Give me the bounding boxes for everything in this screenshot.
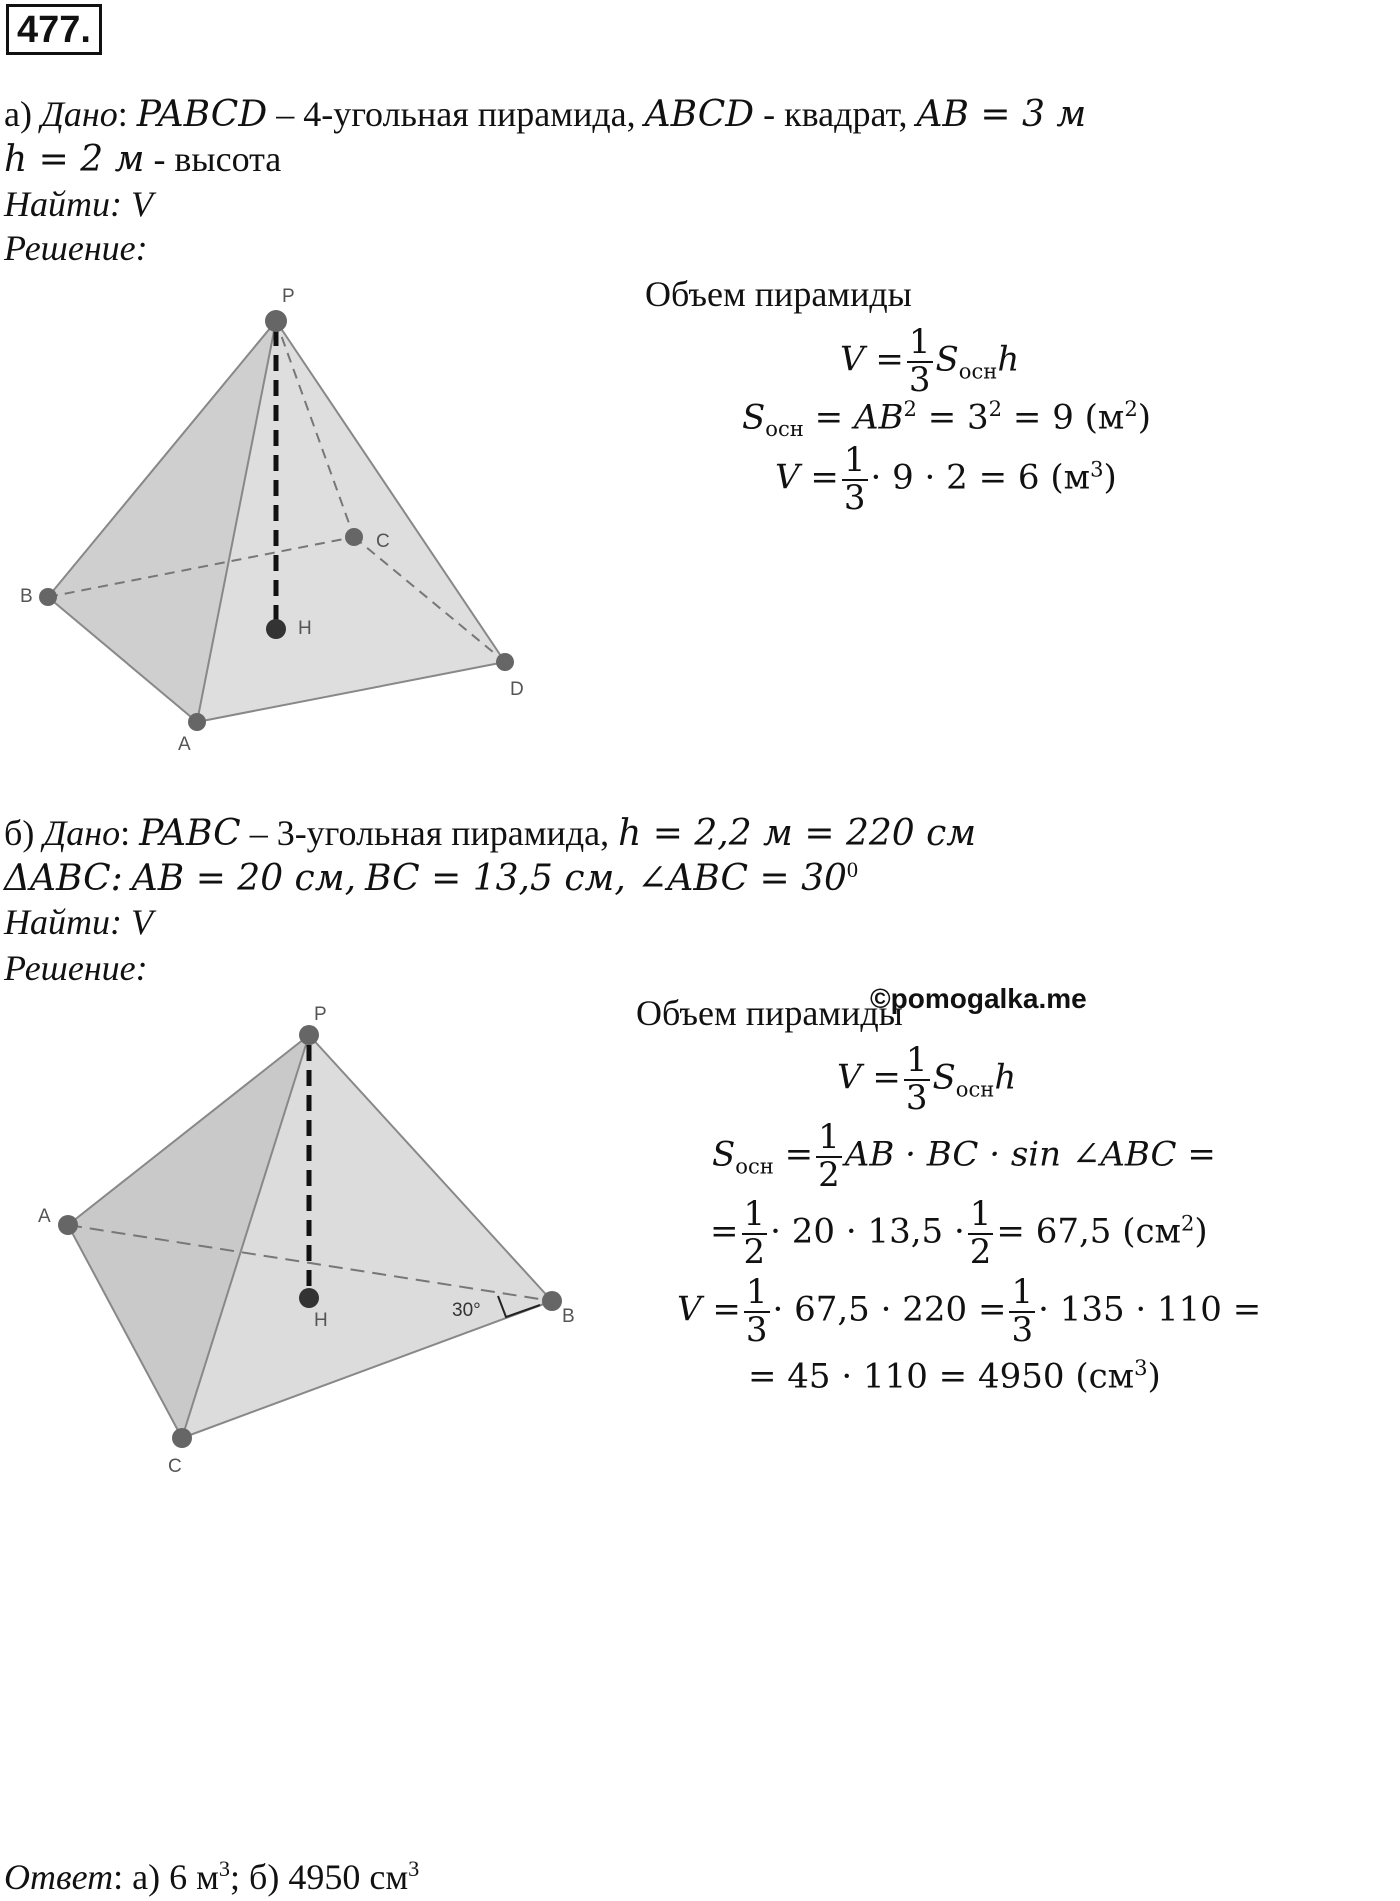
s-letter: S [935,339,959,380]
vertex-a-d [496,653,514,671]
frac-num: 1 [969,1194,992,1234]
label-a-c: C [376,531,390,552]
s-subscript: осн [765,416,804,442]
part-a-solution-label: Решение: [4,228,148,268]
label-a-h: H [298,618,312,639]
frac-num: 1 [818,1117,840,1157]
part-a-prefix: а) [4,94,32,134]
part-a-find-value: V [131,184,153,224]
part-b-formula-v-frac [904,1040,930,1118]
line-s2-tail: = 67,5 (см [996,1211,1181,1252]
line-v1-frac2 [1009,1272,1035,1350]
part-b-ab: AB = 20 см, [131,858,357,899]
answer-a: а) 6 м [132,1857,219,1897]
frac-den: 3 [908,359,931,400]
part-b-line-v1 [677,1272,1262,1350]
line-v-frac [842,440,868,518]
watermark: ©pomogalka.me [870,983,1087,1014]
frac-den: 3 [905,1077,928,1118]
part-b-desc: 3-угольная пирамида, [276,813,610,853]
pyramid-a-figure [0,270,620,770]
part-b-formula-v [837,1040,1017,1118]
part-b-find: Найти: V [4,902,153,942]
sup: 2 [1124,396,1138,421]
line-v-tail: · 9 · 2 = 6 (м [870,457,1091,498]
s-subscript: осн [735,1153,774,1179]
part-b-line-s1 [712,1117,1216,1195]
paren: ) [1137,397,1152,438]
part-b-bc: BC = 13,5 см, ∠ABC = 30 [365,858,847,899]
frac-den: 2 [818,1154,840,1195]
part-a-line-s [742,396,1152,442]
vertex-b-p [299,1025,319,1045]
vertex-a-c [345,528,363,546]
line-s2-mid: · 20 · 13,5 · [770,1211,965,1252]
label-b-c: C [168,1456,182,1477]
sup: 3 [1134,1355,1148,1380]
frac-num: 1 [908,322,931,362]
part-b-formula-v-lhs: V = [837,1057,901,1098]
part-b-solution-text: Решение [4,948,136,988]
paren: ) [1103,457,1117,498]
part-a-formula-v-lhs: V = [840,339,904,380]
line-s2-frac2 [968,1194,994,1272]
part-a-given-label: Дано [40,94,118,134]
sup: 2 [988,396,1003,421]
part-a-given-line1: а) Дано: PABCD – 4-угольная пирамида, ABCD - квадрат, AB = 3 м [4,94,1087,135]
part-a-solution-title: Объем пирамиды [645,274,912,314]
part-b-triangle: ΔABC: [4,858,123,899]
part-a-dash: – [276,94,295,134]
vertex-b-b [542,1291,562,1311]
frac-den: 3 [1011,1309,1034,1350]
label-a-a: A [178,734,191,755]
vertex-a-p [265,310,287,332]
s-subscript: осн [955,1076,995,1102]
part-a-h-desc: - высота [153,139,282,179]
vertex-b-h [299,1288,319,1308]
part-b-line-v2 [748,1355,1161,1397]
line-s-ab: = AB [814,397,904,438]
part-b-h: h = 2,2 м = 220 см [618,813,977,854]
paren: ) [1147,1356,1161,1397]
label-b-a: A [38,1206,51,1227]
part-b-find-value: V [131,902,153,942]
part-a-base-name: ABCD [644,94,755,135]
frac-den: 3 [843,477,866,518]
answer-b-sup: 3 [408,1856,420,1881]
line-s2-frac1 [742,1194,768,1272]
frac-num: 1 [905,1040,928,1080]
s-letter: S [742,397,766,438]
part-a-given-line2 [4,141,281,178]
angle-b-label: 30° [452,1300,481,1321]
frac-num: 1 [743,1194,766,1234]
sup: 2 [903,396,917,421]
vertex-a-a [188,713,206,731]
line-s1-frac [816,1117,842,1195]
frac-num: 1 [1011,1272,1034,1312]
line-v2-text: = 45 · 110 = 4950 (см [748,1356,1135,1397]
label-a-b: B [20,586,33,607]
answer-b: ; б) 4950 см [230,1857,409,1897]
paren: ) [1194,1211,1208,1252]
part-a-solution-text: Решение [4,228,136,268]
part-b-solution-title: Объем пирамиды [636,993,903,1033]
part-a-desc: 4-угольная пирамида, [303,94,636,134]
label-b-p: P [314,1004,327,1025]
part-a-pyramid-name: PABCD [136,94,268,135]
part-a-find: Найти: V [4,184,153,224]
part-a-base-desc: - квадрат, [763,94,908,134]
s-letter: S [932,1057,956,1098]
part-b-find-label: Найти [4,902,110,942]
part-b-given-line2 [4,859,858,897]
sup: 3 [1090,456,1104,482]
line-s-tail: = 9 (м [1002,397,1125,438]
part-b-line-s2 [710,1194,1208,1272]
eq-sign: = [784,1134,814,1175]
vertex-a-b [39,588,57,606]
h-letter: h [997,339,1020,380]
frac-den: 3 [745,1309,768,1350]
answer-line: Ответ: а) 6 $м^3$; б) 4950 $см^3$ [4,1856,420,1897]
label-b-b: B [562,1306,575,1327]
label-a-d: D [510,679,524,700]
answer-label: Ответ [4,1857,114,1897]
line-v1-tail: · 135 · 110 = [1038,1289,1262,1330]
part-b-prefix: б) [4,813,35,853]
part-a-formula-v-frac [907,322,933,400]
degree-sup: 0 [846,857,859,882]
part-a-ab: AB = 3 м [916,94,1087,135]
part-b-solution-label: Решение: [4,948,148,988]
vertex-b-a [58,1215,78,1235]
line-v1-lhs: V = [677,1289,741,1330]
frac-num: 1 [843,440,866,480]
vertex-b-c [172,1428,192,1448]
line-v1-frac1 [744,1272,770,1350]
part-a-formula-v [840,322,1020,400]
part-b-given-label: Дано [43,813,121,853]
part-a-h: h = 2 м [4,139,145,180]
pyramid-b-figure [0,995,620,1495]
line-s-mid: = 3 [916,397,989,438]
h-letter: h [994,1057,1017,1098]
label-b-h: H [314,1310,328,1331]
label-a-p: P [282,286,295,307]
frac-num: 1 [745,1272,768,1312]
vertex-a-h [266,619,286,639]
part-b-pyramid-name: PABC [139,813,241,854]
line-v1-mid: · 67,5 · 220 = [772,1289,1007,1330]
line-v-lhs: V = [775,457,839,498]
problem-number: 477. [6,4,102,55]
part-b-given-line1: б) Дано: PABC – 3-угольная пирамида, h = 2,2 м = 220 см [4,813,977,854]
part-a-line-v [775,440,1117,518]
frac-den: 2 [969,1231,992,1272]
s-subscript: осн [958,358,998,384]
eq-sign: = [710,1211,739,1252]
frac-den: 2 [743,1231,766,1272]
answer-a-sup: 3 [218,1856,231,1881]
part-a-find-label: Найти [4,184,110,224]
sup: 2 [1180,1210,1195,1236]
line-s1-tail: AB · BC · sin ∠ABC = [844,1134,1216,1175]
s-letter: S [712,1134,736,1175]
part-b-dash: – [249,813,268,853]
